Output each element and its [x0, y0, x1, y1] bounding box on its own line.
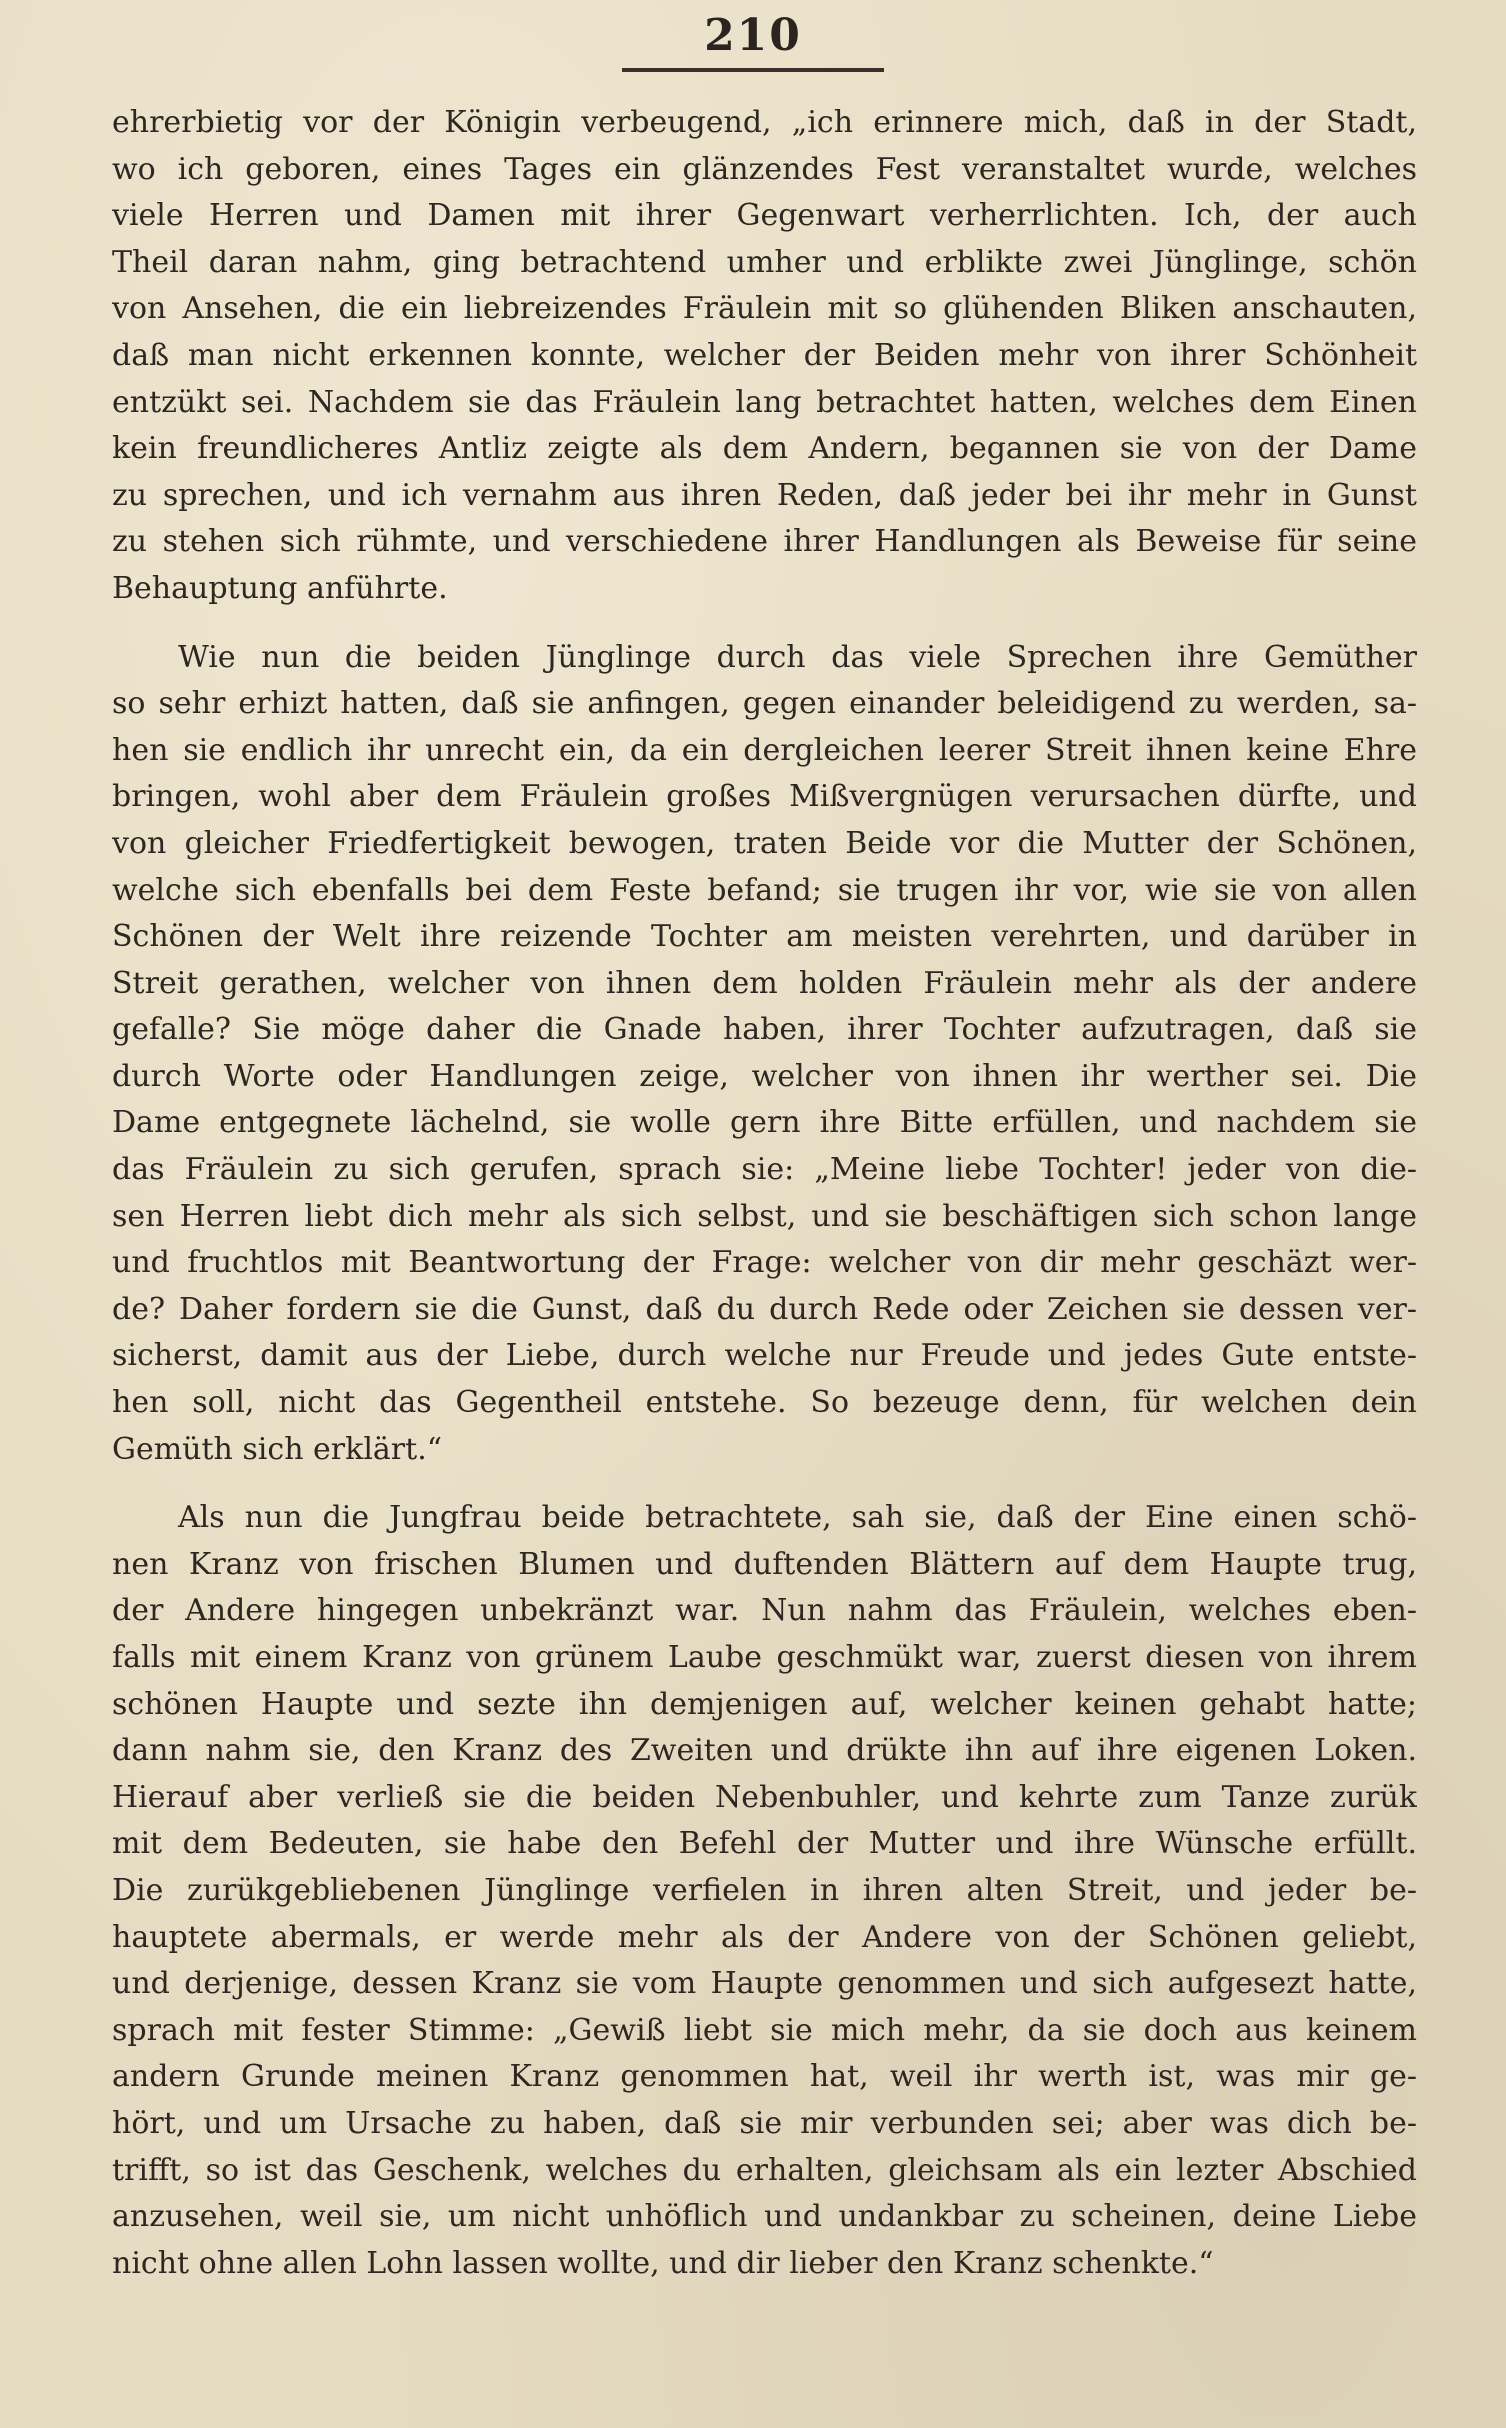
text-line: viele Herren und Damen mit ihrer Gegenwart verherrlichten. Ich, der auch	[112, 198, 1417, 234]
text-line: ehrerbietig vor der Königin verbeugend, „ich erinnere mich, daß in der Stadt,	[112, 105, 1417, 140]
text-line: der Andere hingegen unbekränzt war. Nun nahm das Fräulein, welches eben-	[112, 1593, 1417, 1629]
page-body-text	[112, 100, 1417, 2287]
text-line: so sehr erhizt hatten, daß sie anfingen, gegen einander beleidigend zu werden, sa-	[112, 686, 1417, 722]
text-line: welche sich ebenfalls bei dem Feste befand; sie trugen ihr vor, wie sie von allen	[112, 872, 1417, 908]
header-rule	[622, 68, 884, 72]
paragraph-container	[112, 100, 1417, 2287]
text-line: daß man nicht erkennen konnte, welcher der Beiden mehr von ihrer Schönheit	[112, 337, 1417, 373]
text-line: hört, und um Ursache zu haben, daß sie mir verbunden sei; aber was dich be-	[112, 2105, 1417, 2141]
paragraph	[112, 635, 1417, 1474]
text-line: zu sprechen, und ich vernahm aus ihren Reden, daß jeder bei ihr mehr in Gunst	[112, 477, 1417, 513]
text-line: Schönen der Welt ihre reizende Tochter am meisten verehrten, und darüber in	[112, 919, 1417, 955]
text-line: und derjenige, dessen Kranz sie vom Haupte genommen und sich aufgesezt hatte,	[112, 1966, 1417, 2002]
paragraph-gap	[112, 613, 1417, 635]
text-line: Theil daran nahm, ging betrachtend umher und erblikte zwei Jünglinge, schön	[112, 244, 1417, 280]
text-line: und fruchtlos mit Beantwortung der Frage: welcher von dir mehr geschäzt wer-	[112, 1245, 1417, 1281]
text-line: de? Daher fordern sie die Gunst, daß du durch Rede oder Zeichen sie dessen ver-	[112, 1291, 1417, 1327]
text-line: anzusehen, weil sie, um nicht unhöflich und undankbar zu scheinen, deine Liebe	[112, 2199, 1417, 2235]
text-line: Behauptung anführte.	[112, 570, 448, 606]
text-line: nen Kranz von frischen Blumen und duftenden Blättern auf dem Haupte trug,	[112, 1546, 1417, 1582]
page-number: 210	[704, 10, 802, 61]
text-line: durch Worte oder Handlungen zeige, welcher von ihnen ihr werther sei. Die	[112, 1058, 1417, 1094]
paragraph-gap	[112, 1473, 1417, 1495]
text-line: zu stehen sich rühmte, und verschiedene ihrer Handlungen als Beweise für seine	[112, 524, 1417, 560]
text-line: gefalle? Sie möge daher die Gnade haben, ihrer Tochter aufzutragen, daß sie	[112, 1012, 1417, 1048]
text-line: mit dem Bedeuten, sie habe den Befehl der Mutter und ihre Wünsche erfüllt.	[112, 1826, 1417, 1862]
text-line: andern Grunde meinen Kranz genommen hat, weil ihr werth ist, was mir ge-	[112, 2059, 1417, 2095]
text-line: bringen, wohl aber dem Fräulein großes Mißvergnügen verursachen dürfte, und	[112, 779, 1417, 815]
text-line: Dame entgegnete lächelnd, sie wolle gern ihre Bitte erfüllen, und nachdem sie	[112, 1105, 1417, 1141]
text-line: wo ich geboren, eines Tages ein glänzendes Fest veranstaltet wurde, welches	[112, 151, 1417, 187]
text-line: falls mit einem Kranz von grünem Laube geschmükt war, zuerst diesen von ihrem	[112, 1640, 1417, 1675]
text-line: kein freundlicheres Antliz zeigte als dem Andern, begannen sie von der Dame	[112, 431, 1417, 467]
text-line: Wie nun die beiden Jünglinge durch das viele Sprechen ihre Gemüther	[178, 639, 1417, 675]
text-line: Streit gerathen, welcher von ihnen dem holden Fräulein mehr als der andere	[112, 965, 1417, 1001]
text-line: das Fräulein zu sich gerufen, sprach sie: „Meine liebe Tochter! jeder von die-	[112, 1152, 1417, 1188]
text-line: hauptete abermals, er werde mehr als der Andere von der Schönen geliebt,	[112, 1919, 1417, 1955]
text-line: entzükt sei. Nachdem sie das Fräulein lang betrachtet hatten, welches dem Einen	[112, 384, 1417, 420]
text-line: von gleicher Friedfertigkeit bewogen, traten Beide vor die Mutter der Schönen,	[112, 825, 1417, 861]
text-line: Als nun die Jungfrau beide betrachtete, sah sie, daß der Eine einen schö-	[178, 1500, 1417, 1536]
text-line: Die zurükgebliebenen Jünglinge verfielen in ihren alten Streit, und jeder be-	[112, 1872, 1417, 1908]
text-line: sen Herren liebt dich mehr als sich selbst, und sie beschäftigen sich schon lange	[112, 1198, 1417, 1234]
text-line: Hierauf aber verließ sie die beiden Nebenbuhler, und kehrte zum Tanze zurük	[112, 1779, 1417, 1815]
text-line: trifft, so ist das Geschenk, welches du erhalten, gleichsam als ein lezter Abschied	[112, 2152, 1417, 2188]
text-line: schönen Haupte und sezte ihn demjenigen auf, welcher keinen gehabt hatte;	[112, 1686, 1417, 1722]
text-line: hen sie endlich ihr unrecht ein, da ein dergleichen leerer Streit ihnen keine Ehre	[112, 732, 1417, 768]
text-line: dann nahm sie, den Kranz des Zweiten und drükte ihn auf ihre eigenen Loken.	[112, 1733, 1417, 1769]
text-line: von Ansehen, die ein liebreizendes Fräulein mit so glühenden Bliken anschauten,	[112, 291, 1417, 327]
text-line: sprach mit fester Stimme: „Gewiß liebt sie mich mehr, da sie doch aus keinem	[112, 2012, 1417, 2048]
paragraph	[112, 1495, 1417, 2287]
text-line: sicherst, damit aus der Liebe, durch welche nur Freude und jedes Gute entste-	[112, 1338, 1417, 1374]
text-line: nicht ohne allen Lohn lassen wollte, und dir lieber den Kranz schenkte.“	[112, 2245, 1214, 2281]
text-line: Gemüth sich erklärt.“	[112, 1431, 443, 1467]
text-line: hen soll, nicht das Gegentheil entstehe. So bezeuge denn, für welchen dein	[112, 1385, 1417, 1421]
paragraph	[112, 100, 1417, 613]
